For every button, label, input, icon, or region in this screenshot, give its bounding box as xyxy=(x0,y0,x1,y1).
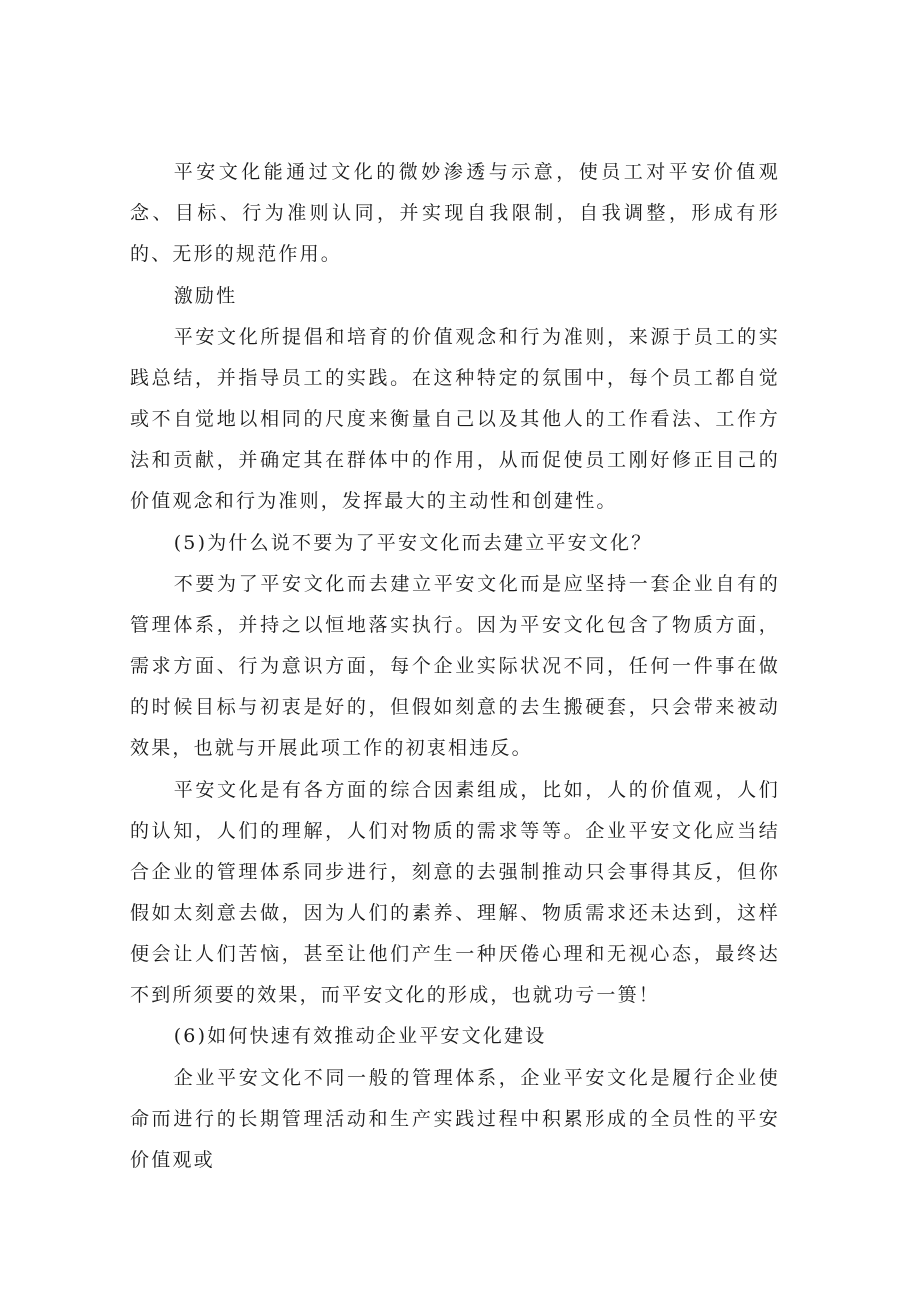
heading-question-5: (5)为什么说不要为了平安文化而去建立平安文化？ xyxy=(173,531,653,554)
paragraph-incentive: 平安文化所提倡和培育的价值观念和行为准则，来源于员工的实践总结，并指导员工的实践。在这种特定的氛围中，每个员工都自觉或不自觉地以相同的尺度来衡量自己以及其他人的工作看法、工作方法和贡献，并确定其在群体中的作用，从而促使员工刚好修正目己的价值观念和行为准则，发挥最大的主动性和创建性。 xyxy=(130,326,780,513)
document-body xyxy=(130,152,780,1181)
heading-incentive: 激励性 xyxy=(173,284,238,307)
paragraph-norm-function: 平安文化能通过文化的微妙渗透与示意，使员工对平安价值观念、目标、行为准则认同，并实现自我限制，自我调整，形成有形的、无形的规范作用。 xyxy=(130,161,780,265)
paragraph-answer-5a: 不要为了平安文化而去建立平安文化而是应坚持一套企业自有的管理体系，并持之以恒地落实执行。因为平安文化包含了物质方面，需求方面、行为意识方面，每个企业实际状况不同，任何一件事在做的时候目标与初衷是好的，但假如刻意的去生搬硬套，只会带来被动效果，也就与开展此项工作的初衷相违反。 xyxy=(130,573,780,760)
paragraph-answer-6: 企业平安文化不同一般的管理体系，企业平安文化是履行企业使命而进行的长期管理活动和生产实践过程中积累形成的全员性的平安价值观或 xyxy=(130,1066,780,1171)
paragraph-answer-5b: 平安文化是有各方面的综合因素组成，比如，人的价值观，人们的认知，人们的理解，人们对物质的需求等等。企业平安文化应当结合企业的管理体系同步进行，刻意的去强制推动只会事得其反，但你假如太刻意去做，因为人们的素养、理解、物质需求还未达到，这样便会让人们苦恼，甚至让他们产生一种厌倦心理和无视心态，最终达不到所须要的效果，而平安文化的形成，也就功亏一篑！ xyxy=(130,778,780,1006)
heading-question-6: (6)如何快速有效推动企业平安文化建设 xyxy=(173,1025,547,1048)
